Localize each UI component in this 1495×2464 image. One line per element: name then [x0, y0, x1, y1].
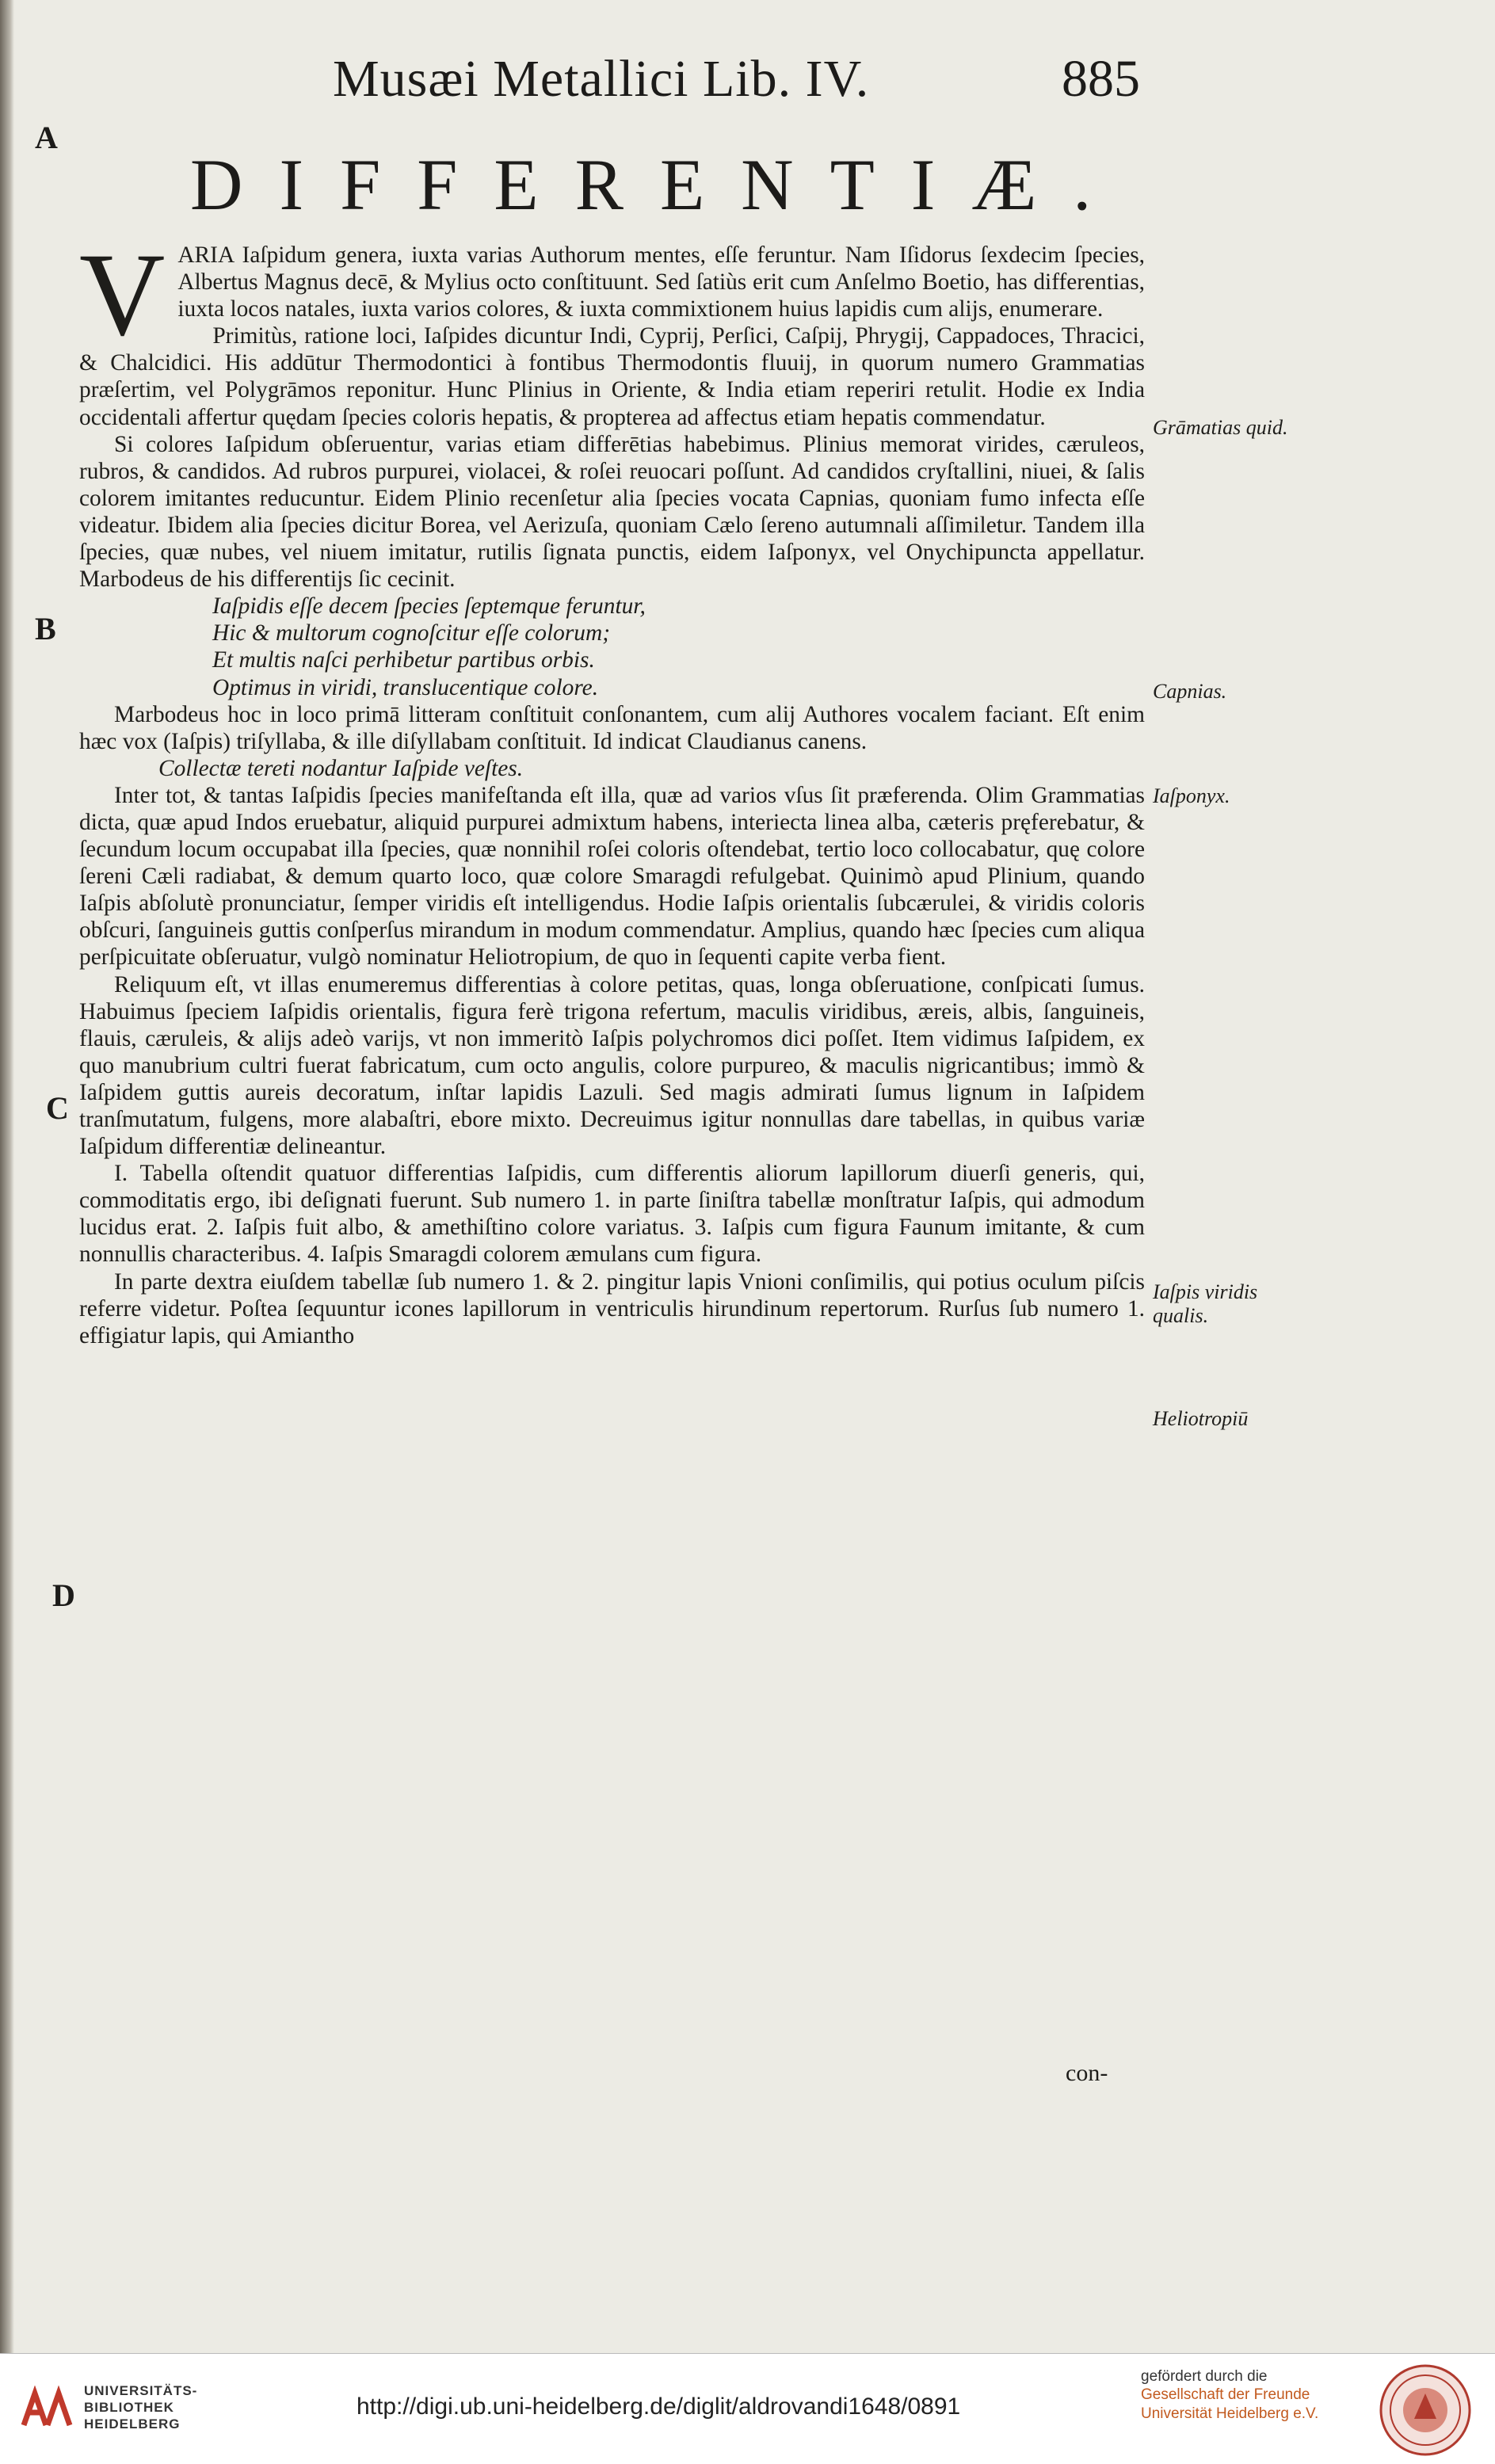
university-seal-icon	[1379, 2363, 1472, 2457]
sponsor-label: gefördert durch die	[1141, 2368, 1268, 2385]
verse-line: Optimus in viridi, translucentique colore.	[212, 674, 599, 700]
sponsor-block	[1141, 2368, 1318, 2424]
verse-line: Et multis naſci perhibetur partibus orbis.	[212, 647, 595, 673]
quotation-line: Collectæ tereti nodantur Iaſpide veſtes.	[158, 755, 524, 781]
permalink-url[interactable]: http://digi.ub.uni-heidelberg.de/diglit/aldrovandi1648/0891	[357, 2393, 961, 2420]
paragraph: Si colores Iaſpidum obſeruentur, varias etiam differētias habebimus. Plinius memorat virides, cæruleos, rubros, & candidos. Ad rubros purpurei, violacei, & roſei reuocari poſſunt. Ad candidos cryſtallini, niuei, & ſalis colorem imitantes reducuntur. Eidem Plinio recenſetur alia ſpecies vocata Capnias, quoniam fumo infecta eſſe videatur. Ibidem alia ſpecies dicitur Borea, vel Aerizuſa, quoniam Cælo ſereno autumnali aſſimiletur. Tandem illa ſpecies, quæ nubes, vel niuem imitatur, rutilis ſignata punctis, eidem Iaſponyx, vel Onychipuncta appellatur. Marbodeus de his differentijs ſic cecinit.	[79, 431, 1145, 593]
section-mark-c: C	[46, 1090, 69, 1126]
page-number: 885	[1062, 50, 1140, 108]
marginal-note: Iaſpis viridis qualis.	[1153, 1280, 1258, 1327]
catchword: con-	[1066, 2060, 1108, 2086]
drop-cap: V	[79, 229, 166, 360]
paragraph: In parte dextra eiuſdem tabellæ ſub numero 1. & 2. pingitur lapis Vnioni conſimilis, qui potius oculum piſcis referre videtur. Poſtea ſequuntur icones lapillorum in ventriculis hirundinum repertorum. Rurſus ſub numero 1. effigiatur lapis, qui Amiantho	[79, 1268, 1145, 1348]
marginal-note: Heliotropiū	[1153, 1407, 1249, 1430]
section-mark-a: A	[35, 120, 58, 155]
verse-line: Hic & multorum cognoſcitur eſſe colorum;	[212, 620, 611, 647]
paragraph: I. Tabella oſtendit quatuor differentias Iaſpidis, cum differentis aliorum lapillorum diuerſi generis, qui, commoditatis ergo, ibi deſignati fuerunt. Sub numero 1. in parte ſiniſtra tabellæ monſtratur Iaſpis, qui admodum lucidus erat. 2. Iaſpis fuit albo, & amethiſtino colore variatus. 3. Iaſpis cum figura Faunum imitante, & cum nonnullis characteribus. 4. Iaſpis Smaragdi colorem æmulans cum figura.	[79, 1161, 1145, 1268]
paragraph: Reliquum eſt, vt illas enumeremus differentias à colore petitas, quas, longa obſeruatione, conſpicati ſumus. Habuimus ſpeciem Iaſpidis orientalis, figura ferè trigona refertum, maculis viridibus, æreis, albis, ſanguineis, flauis, cæruleis, & alijs adeò varijs, vt non immeritò Iaſpis polychromos dici poſſet. Item vidimus Iaſpidem, ex quo manubrium cultri fuerat fabricatum, cum octo angulis, colore purpureo, & maculis nigricantibus; immò & Iaſpidem guttis aureis decoratum, inſtar lapidis Lazuli. Sed magis admirati ſumus lignum in Iaſpidem tranſmutatum, fulgens, more alabaſtri, ebore mixto. Decreuimus igitur nonnullas dare tabellas, in quibus variæ Iaſpidum differentiæ delineantur.	[79, 971, 1145, 1160]
verse-line: Iaſpidis eſſe decem ſpecies ſeptemque feruntur,	[212, 593, 646, 620]
running-title: Musæi Metallici Lib. IV.	[333, 50, 870, 108]
paragraph: Inter tot, & tantas Iaſpidis ſpecies manifeſtanda eſt illa, quæ ad varios vſus ſit præferenda. Olim Grammatias dicta, quæ apud Indos eruebatur, aliquid purpurei admixtum habens, interiecta linea alba, cæteris pręferebatur, & ſecundum locum occupabat illa ſpecies, quæ nonnihil roſei coloris oſtendebat, tertio loco collocabatur, quę colore ſereni Cæli radiabat, & demum quarto loco, quæ colore Smaragdi refulgebat. Quinimò apud Plinium, quando Iaſpis abſolutè pronunciatur, ſemper viridis eſt intelligendus. Hodie Iaſpis orientalis ſubcærulei, & viridis coloris obſcuri, ſanguineis guttis conſperſus mirandum in modum commendatur. Amplius, quando hæc ſpecies cum aliqua perſpicuitate obſeruatur, vulgò nominatur Heliotropium, de quo in ſequenti capite verba fient.	[79, 782, 1145, 971]
main-text	[79, 229, 1145, 1349]
section-mark-d: D	[52, 1577, 75, 1613]
page-edge-shadow	[0, 0, 14, 2353]
sponsor-name-line: Gesellschaft der Freunde	[1141, 2386, 1310, 2403]
paragraph: VARIA Iaſpidum genera, iuxta varias Authorum mentes, eſſe feruntur. Nam Iſidorus ſexdecim ſpecies, Albertus Magnus decē, & Mylius octo conſtituunt. Sed ſatiùs erit cum Anſelmo Boetio, has differentias, iuxta locos natales, iuxta varios colores, & iuxta commixtionem huius lapidis cum alijs, enumerare.	[79, 229, 1145, 360]
paragraph: Marbodeus hoc in loco primā litteram conſtituit conſonantem, cum alij Authores vocalem faciant. Eſt enim hæc vox (Iaſpis) triſyllaba, & ille diſyllabam conſtituit. Id indicat Claudianus canens.	[79, 701, 1145, 754]
sponsor-name-line: Universität Heidelberg e.V.	[1141, 2405, 1319, 2422]
library-logo-icon	[19, 2386, 76, 2433]
running-head	[333, 49, 1204, 120]
marginal-note: Grāmatias quid.	[1153, 416, 1288, 439]
library-name: UNIVERSITÄTS- BIBLIOTHEK HEIDELBERG	[84, 2383, 198, 2432]
paragraph: Primitùs, ratione loci, Iaſpides dicuntur Indi, Cyprij, Perſici, Caſpij, Phrygij, Cappadoces, Thracici, & Chalcidici. His addūtur Thermodontici à fontibus Thermodontis fluuij, in quorum numero Grammatias præſertim, vel Polygrāmos reponitur. Hunc Plinius in Oriente, & India etiam reperiri retulit. Hodie ex India occidentali affertur quędam ſpecies coloris hepatis, & propterea ad affectus etiam hepatis commendatur.	[79, 323, 1145, 430]
marginal-note: Iaſponyx.	[1153, 784, 1230, 807]
viewer-footer	[0, 2353, 1495, 2464]
section-mark-b: B	[35, 611, 56, 647]
chapter-title: DIFFERENTIÆ.	[190, 144, 1128, 225]
marginal-note: Capnias.	[1153, 680, 1227, 703]
